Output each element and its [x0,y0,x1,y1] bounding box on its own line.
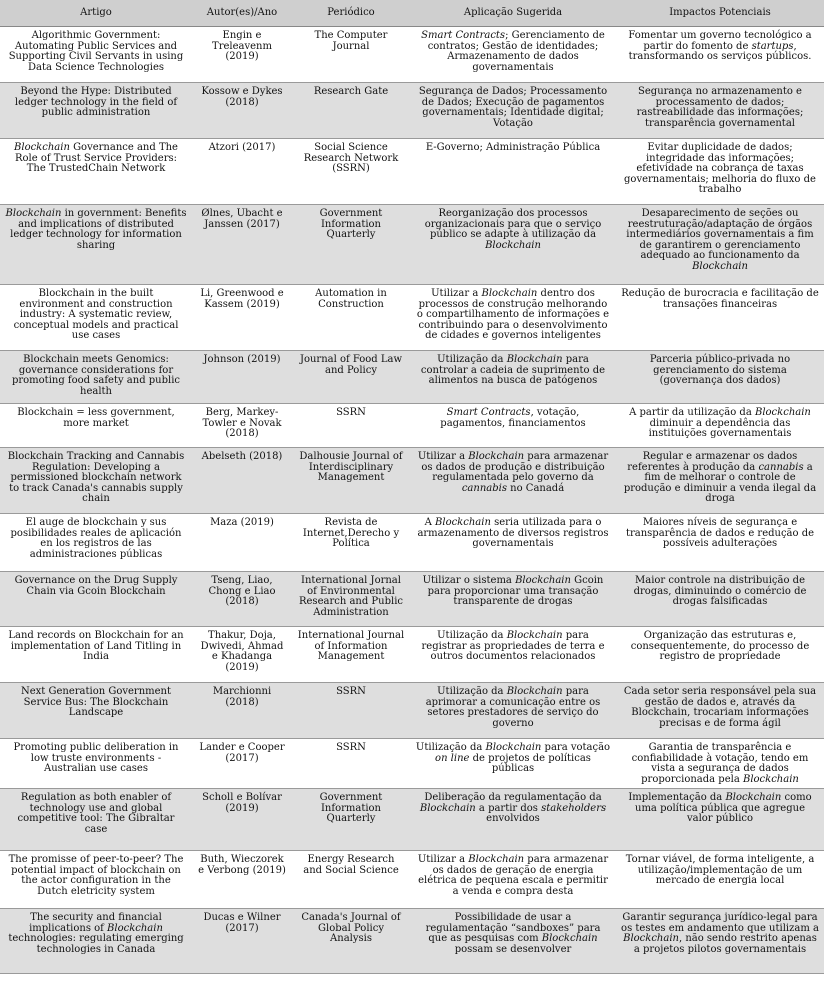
cell-aplicacao-sugerida: Utilização da Blockchain para votação on line de projetos de políticas públicas [410,739,616,789]
header-row [0,0,824,27]
cell-impactos-potenciais: Maior controle na distribuição de drogas, diminuindo o comércio de drogas falsificadas [616,572,824,627]
cell-autor-ano: Atzori (2017) [192,139,292,205]
cell-impactos-potenciais: Regular e armazenar os dados referentes à produção da cannabis a fim de melhorar o controle de produção e diminuir a venda ilegal da droga [616,448,824,514]
cell-impactos-potenciais: Desaparecimento de seções ou reestruturação/adaptação de órgãos intermediários governamentais a fim de garantirem o gerenciamento adequado ao funcionamento da Blockchain [616,205,824,285]
cell-periodico: The Computer Journal [292,27,410,83]
table-row [0,739,824,789]
cell-periodico: SSRN [292,683,410,739]
cell-impactos-potenciais: Redução de burocracia e facilitação de transações financeiras [616,285,824,351]
cell-impactos-potenciais: Tornar viável, de forma inteligente, a utilização/implementação de um mercado de energia local [616,851,824,909]
table-header [0,0,824,27]
table-row [0,572,824,627]
cell-artigo: Blockchain meets Genomics: governance considerations for promoting food safety and public health [0,351,192,404]
cell-aplicacao-sugerida: Utilizar a Blockchain para armazenar os dados de produção e distribuição regulamentada pelo governo da cannabis no Canadá [410,448,616,514]
cell-periodico: SSRN [292,404,410,448]
cell-periodico: SSRN [292,739,410,789]
cell-artigo: Blockchain Governance and The Role of Trust Service Providers: The TrustedChain Network [0,139,192,205]
cell-periodico: International Journal of Information Management [292,627,410,683]
table-row [0,83,824,139]
cell-impactos-potenciais: Maiores níveis de segurança e transparência de dados e redução de possíveis adulterações [616,514,824,572]
header-periodico: Periódico [292,0,410,27]
cell-autor-ano: Maza (2019) [192,514,292,572]
table-row [0,351,824,404]
cell-aplicacao-sugerida: A Blockchain seria utilizada para o armazenamento de diversos registros governamentais [410,514,616,572]
table-body [0,27,824,974]
cell-autor-ano: Ducas e Wilner (2017) [192,909,292,974]
cell-periodico: International Jornal of Environmental Research and Public Administration [292,572,410,627]
cell-periodico: Government Information Quarterly [292,789,410,851]
cell-aplicacao-sugerida: Utilização da Blockchain para aprimorar a comunicação entre os setores prestadores de serviço do governo [410,683,616,739]
cell-aplicacao-sugerida: Utilizar o sistema Blockchain Gcoin para proporcionar uma transação transparente de drogas [410,572,616,627]
cell-periodico: Dalhousie Journal of Interdisciplinary Management [292,448,410,514]
cell-periodico: Revista de Internet,Derecho y Política [292,514,410,572]
table-row [0,205,824,285]
table-row [0,448,824,514]
cell-artigo: Blockchain in government: Benefits and implications of distributed ledger technology for information sharing [0,205,192,285]
cell-impactos-potenciais: Segurança no armazenamento e processamento de dados; rastreabilidade das informações; transparência governamental [616,83,824,139]
cell-artigo: Blockchain in the built environment and construction industry: A systematic review, conceptual models and practical use cases [0,285,192,351]
cell-impactos-potenciais: Cada setor seria responsável pela sua gestão de dados e, através da Blockchain, trocariam informações precisas e de forma ágil [616,683,824,739]
table-row [0,627,824,683]
table-row [0,683,824,739]
table-row [0,27,824,83]
table-row [0,851,824,909]
cell-artigo: The promisse of peer-to-peer? The potential impact of blockchain on the actor configuration in the Dutch eletricity system [0,851,192,909]
cell-impactos-potenciais: Implementação da Blockchain como uma política pública que agregue valor público [616,789,824,851]
cell-periodico: Research Gate [292,83,410,139]
cell-impactos-potenciais: Fomentar um governo tecnológico a partir do fomento de startups, transformando os serviços públicos. [616,27,824,83]
cell-aplicacao-sugerida: Utilizar a Blockchain dentro dos processos de construção melhorando o compartilhamento de informações e contribuindo para o desenvolvimento de cidades e governos inteligentes [410,285,616,351]
cell-artigo: Regulation as both enabler of technology use and global competitive tool: The Gibraltar case [0,789,192,851]
cell-aplicacao-sugerida: Segurança de Dados; Processamento de Dados; Execução de pagamentos governamentais; Identidade digital; Votação [410,83,616,139]
cell-impactos-potenciais: Garantir segurança jurídico-legal para os testes em andamento que utilizam a Blockchain, não sendo restrito apenas a projetos pilotos governamentais [616,909,824,974]
cell-impactos-potenciais: Parceria público-privada no gerenciamento do sistema (governança dos dados) [616,351,824,404]
cell-artigo: Land records on Blockchain for an implementation of Land Titling in India [0,627,192,683]
table-row [0,909,824,974]
cell-artigo: Blockchain = less government, more market [0,404,192,448]
header-autor-ano: Autor(es)/Ano [192,0,292,27]
cell-periodico: Automation in Construction [292,285,410,351]
cell-artigo: Next Generation Government Service Bus: The Blockchain Landscape [0,683,192,739]
table-row [0,139,824,205]
cell-impactos-potenciais: A partir da utilização da Blockchain diminuir a dependência das instituições governamentais [616,404,824,448]
cell-autor-ano: Johnson (2019) [192,351,292,404]
cell-periodico: Social Science Research Network (SSRN) [292,139,410,205]
cell-periodico: Canada's Journal of Global Policy Analysis [292,909,410,974]
cell-artigo: Governance on the Drug Supply Chain via Gcoin Blockchain [0,572,192,627]
cell-autor-ano: Buth, Wieczorek e Verbong (2019) [192,851,292,909]
table-row [0,404,824,448]
cell-periodico: Energy Research and Social Science [292,851,410,909]
cell-autor-ano: Scholl e Bolívar (2019) [192,789,292,851]
cell-aplicacao-sugerida: Utilização da Blockchain para controlar a cadeia de suprimento de alimentos na busca de patógenos [410,351,616,404]
cell-artigo: El auge de blockchain y sus posibilidades reales de aplicación en los registros de las administraciones públicas [0,514,192,572]
cell-autor-ano: Tseng, Liao, Chong e Liao (2018) [192,572,292,627]
cell-autor-ano: Li, Greenwood e Kassem (2019) [192,285,292,351]
cell-aplicacao-sugerida: E-Governo; Administração Pública [410,139,616,205]
cell-aplicacao-sugerida: Smart Contracts; Gerenciamento de contratos; Gestão de identidades; Armazenamento de dados governamentais [410,27,616,83]
cell-aplicacao-sugerida: Utilizar a Blockchain para armazenar os dados de geração de energia elétrica de pequena escala e permitir a venda e compra desta [410,851,616,909]
cell-autor-ano: Engin e Treleavenm (2019) [192,27,292,83]
cell-autor-ano: Kossow e Dykes (2018) [192,83,292,139]
cell-autor-ano: Ølnes, Ubacht e Janssen (2017) [192,205,292,285]
cell-autor-ano: Thakur, Doja, Dwivedi, Ahmad e Khadanga (2019) [192,627,292,683]
cell-artigo: Promoting public deliberation in low truste environments - Australian use cases [0,739,192,789]
cell-periodico: Government Information Quarterly [292,205,410,285]
cell-autor-ano: Berg, Markey-Towler e Novak (2018) [192,404,292,448]
cell-periodico: Journal of Food Law and Policy [292,351,410,404]
table-row [0,789,824,851]
cell-aplicacao-sugerida: Deliberação da regulamentação da Blockchain a partir dos stakeholders envolvidos [410,789,616,851]
cell-aplicacao-sugerida: Utilização da Blockchain para registrar as propriedades de terra e outros documentos relacionados [410,627,616,683]
cell-autor-ano: Marchionni (2018) [192,683,292,739]
cell-aplicacao-sugerida: Smart Contracts, votação, pagamentos, financiamentos [410,404,616,448]
table-row [0,514,824,572]
cell-autor-ano: Abelseth (2018) [192,448,292,514]
header-aplicacao-sugerida: Aplicação Sugerida [410,0,616,27]
header-artigo: Artigo [0,0,192,27]
cell-autor-ano: Lander e Cooper (2017) [192,739,292,789]
cell-artigo: The security and financial implications of Blockchain technologies: regulating emerging technologies in Canada [0,909,192,974]
cell-artigo: Blockchain Tracking and Cannabis Regulation: Developing a permissioned blockchain network to track Canada's cannabis supply chain [0,448,192,514]
cell-impactos-potenciais: Organização das estruturas e, consequentemente, do processo de registro de propriedade [616,627,824,683]
cell-aplicacao-sugerida: Possibilidade de usar a regulamentação “sandboxes” para que as pesquisas com Blockchain possam se desenvolver [410,909,616,974]
cell-impactos-potenciais: Evitar duplicidade de dados; integridade das informações; efetividade na cobrança de taxas governamentais; melhoria do fluxo de trabalho [616,139,824,205]
cell-artigo: Algorithmic Government: Automating Public Services and Supporting Civil Servants in using Data Science Technologies [0,27,192,83]
table-row [0,285,824,351]
cell-artigo: Beyond the Hype: Distributed ledger technology in the field of public administration [0,83,192,139]
cell-impactos-potenciais: Garantia de transparência e confiabilidade à votação, tendo em vista a segurança de dados proporcionada pela Blockchain [616,739,824,789]
cell-aplicacao-sugerida: Reorganização dos processos organizacionais para que o serviço público se adapte à utilização da Blockchain [410,205,616,285]
header-impactos-potenciais: Impactos Potenciais [616,0,824,27]
